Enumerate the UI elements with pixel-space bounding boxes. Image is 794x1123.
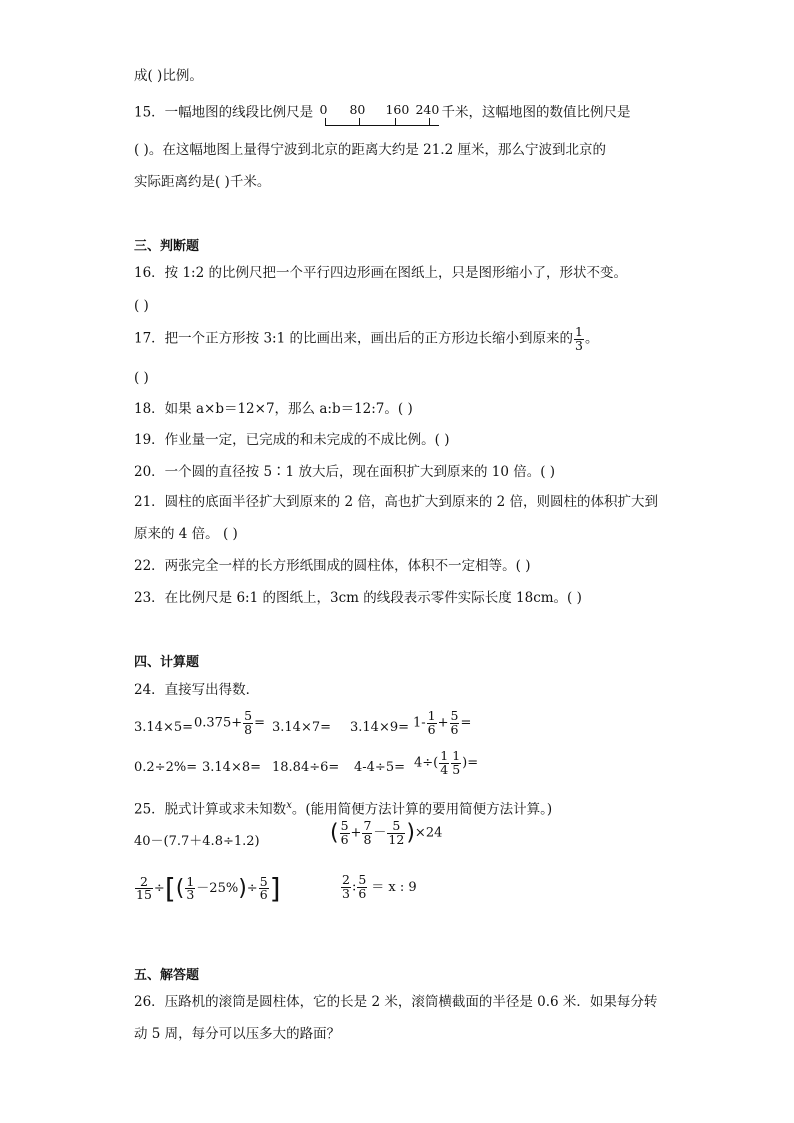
scale-label-80: 80	[349, 102, 366, 117]
question-16-answer: ( )	[134, 298, 149, 314]
calc-item: 0.2÷2%=	[134, 760, 198, 775]
fraction: $\frac{1}{3}$	[186, 873, 195, 902]
fraction: $\frac{2}{3}$	[342, 872, 350, 901]
fraction: $\frac{5}{6}$	[358, 872, 367, 901]
question-15-line-1	[134, 100, 630, 126]
q17-text: 17．把一个正方形按 3:1 的比画出来，画出后的正方形边长缩小到原来的	[134, 330, 573, 347]
fraction: $\frac{5}{6}$	[340, 818, 349, 847]
fraction	[574, 326, 584, 352]
question-15-line-3: 实际距离约是( )千米。	[134, 174, 271, 190]
calc-item: 3.14×8=	[202, 760, 262, 775]
section-4-title: 四、计算题	[134, 655, 200, 670]
fraction: $\frac{5}{6}$	[259, 873, 268, 902]
calc-item: 4÷( $\frac{1}{4}$ $\frac{1}{5}$ )=	[414, 748, 479, 777]
section-5-title: 五、解答题	[134, 968, 200, 983]
question-26-line-2: 动 5 周，每分可以压多大的路面？	[134, 1026, 341, 1042]
section-3-title: 三、判断题	[134, 239, 200, 254]
calc-item: 0.375+ $\frac{5}{8}$ =	[194, 708, 265, 737]
fraction: $\frac{5}{8}$	[244, 708, 253, 737]
expression-2: ( $\frac{5}{6}$ + $\frac{7}{8}$ － $\frac{5}{12}$ )×24	[330, 818, 443, 847]
scale-tick	[395, 118, 396, 125]
calc-item: 4-4÷5=	[354, 760, 405, 775]
question-19: 19．作业量一定，已完成的和未完成的不成比例。( )	[134, 432, 450, 448]
question-25: 25．脱式计算或求未知数$^x$。(能用简便方法计算的要用简便方法计算。)	[134, 800, 553, 818]
fraction: $\frac{1}{5}$	[452, 748, 461, 777]
question-18: 18．如果 a×b＝12×7，那么 a:b＝12:7。( )	[134, 401, 413, 417]
calc-item: 3.14×9=	[350, 720, 410, 735]
fraction: $\frac{1}{6}$	[427, 708, 436, 737]
fraction: $\frac{2}{15}$	[136, 873, 152, 902]
calc-item: 1- $\frac{1}{6}$ + $\frac{5}{6}$ =	[413, 708, 472, 737]
fraction: $\frac{7}{8}$	[363, 818, 372, 847]
question-21-line-1: 21．圆柱的底面半径扩大到原来的 2 倍，高也扩大到原来的 2 倍，则圆柱的体积扩大到	[134, 494, 659, 510]
fraction: $\frac{5}{12}$	[388, 818, 405, 847]
question-15-line-2: ( )。在这幅地图上量得宁波到北京的距离大约是 21.2 厘米，那么宁波到北京的	[134, 142, 606, 158]
question-23: 23．在比例尺是 6:1 的图纸上，3cm 的线段表示零件实际长度 18cm。( )	[134, 590, 582, 606]
fraction: $\frac{1}{4}$	[440, 748, 449, 777]
q15-prefix: 15．一幅地图的线段比例尺是	[134, 104, 314, 121]
fraction: $\frac{5}{6}$	[450, 708, 459, 737]
question-17	[134, 326, 598, 352]
scale-tick	[429, 118, 430, 125]
scale-unit: 千米	[441, 104, 469, 121]
expression-1: 40－(7.7＋4.8÷1.2)	[134, 834, 260, 849]
numerator: 1	[575, 324, 583, 339]
question-26-line-1: 26．压路机的滚筒是圆柱体，它的长是 2 米，滚筒横截面的半径是 0.6 米．如果每分转	[134, 994, 658, 1010]
denominator: 3	[575, 337, 583, 353]
expression-3: $\frac{2}{15}$ ÷[( $\frac{1}{3}$ －25%)÷ $\frac{5}{6}$ ]	[136, 872, 281, 905]
calc-item: 3.14×5=	[134, 720, 194, 735]
scale-label-240: 240	[415, 102, 440, 117]
calc-item: 18.84÷6=	[272, 760, 340, 775]
expression-4: $\frac{2}{3}$ : $\frac{5}{6}$ ＝ x : 9	[342, 872, 417, 901]
unknown-x: x	[286, 800, 292, 811]
question-21-line-2: 原来的 4 倍。 ( )	[134, 526, 238, 542]
calc-item: 3.14×7=	[272, 720, 332, 735]
scale-label-160: 160	[385, 102, 410, 117]
question-17-answer: ( )	[134, 370, 149, 386]
question-22: 22．两张完全一样的长方形纸围成的圆柱体，体积不一定相等。( )	[134, 558, 531, 574]
question-20: 20．一个圆的直径按 5∶1 放大后，现在面积扩大到原来的 10 倍。( )	[134, 464, 556, 480]
q14-tail: 成( )比例。	[134, 68, 203, 84]
question-24: 24．直接写出得数．	[134, 682, 260, 698]
line-scale-bar	[319, 100, 439, 126]
scale-tick	[359, 118, 360, 125]
scale-bar-line	[325, 118, 439, 126]
question-16: 16．按 1:2 的比例尺把一个平行四边形画在图纸上，只是图形缩小了，形状不变。	[134, 265, 627, 281]
q15-suffix: ，这幅地图的数值比例尺是	[468, 104, 631, 121]
scale-label-0: 0	[319, 102, 328, 117]
q17-suffix: 。	[584, 330, 599, 347]
